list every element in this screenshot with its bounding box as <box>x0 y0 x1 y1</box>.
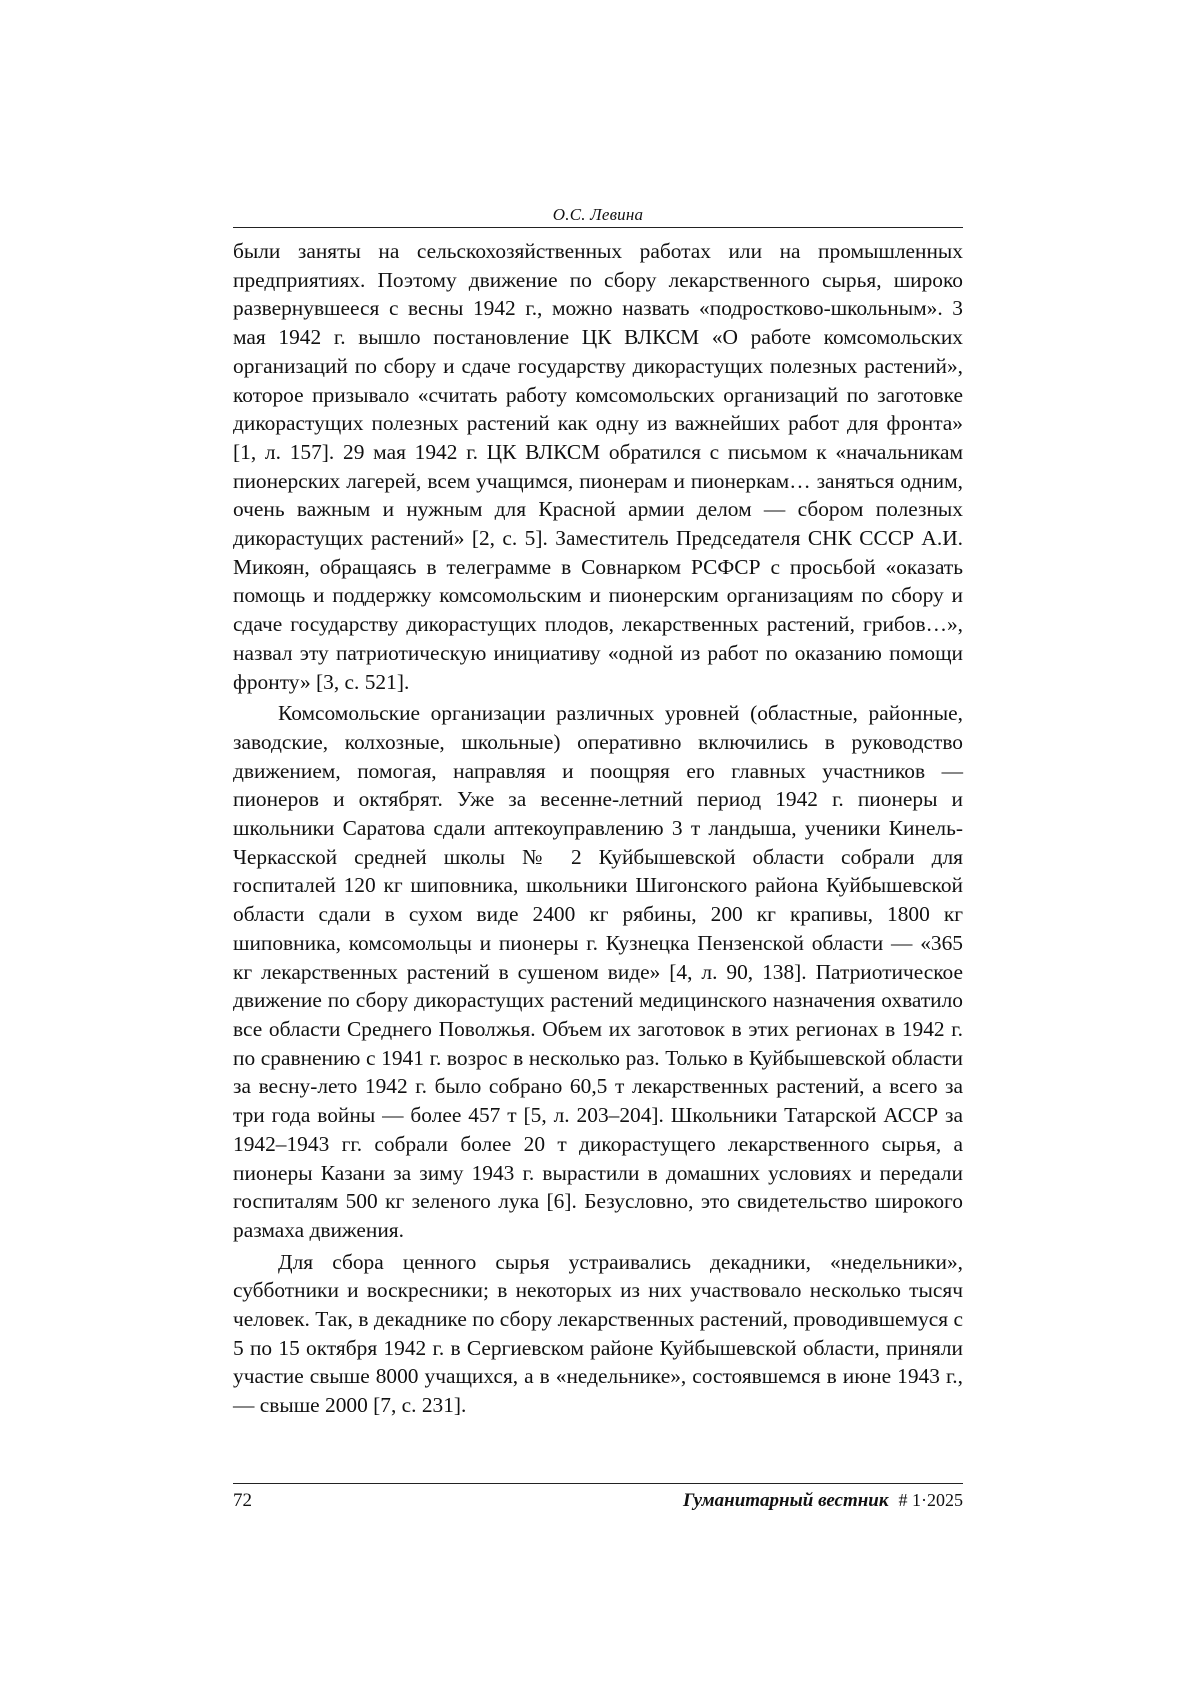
page-number: 72 <box>233 1490 252 1511</box>
paragraph-continuation: были заняты на сельскохозяйственных работах или на промышленных предприятиях. Поэтому движение по сбору лекарственного сырья, широко развернувшееся с весны 1942 г., можно назвать «подростково-школьным». 3 мая 1942 г. вышло постановление ЦК ВЛКСМ «О работе комсомольских организаций по сбору и сдаче государству дикорастущих полезных растений», которое призывало «считать работу комсомольских организаций по заготовке дикорастущих полезных растений как одну из важнейших работ для фронта» [1, л. 157]. 29 мая 1942 г. ЦК ВЛКСМ обратился с письмом к «начальникам пионерских лагерей, всем учащимся, пионерам и пионеркам… заняться одним, очень важным и нужным для Красной армии делом — сбором полезных дикорастущих растений» [2, с. 5]. Заместитель Председателя СНК СССР А.И. Микоян, обращаясь в телеграмме в Совнарком РСФСР с просьбой «оказать помощь и поддержку комсомольским и пионерским организациям по сбору и сдаче государству дикорастущих плодов, лекарственных растений, грибов…», назвал эту патриотическую инициативу «одной из работ по оказанию помощи фронту» [3, с. 521]. <box>233 239 963 694</box>
journal-issue: # 1·2025 <box>898 1490 963 1510</box>
footer-rule <box>233 1483 963 1484</box>
page-content <box>233 205 963 1420</box>
header-rule <box>233 227 963 228</box>
paragraph-dekadniki: Для сбора ценного сырья устраивались декадники, «недельники», субботники и воскресники; в некоторых из них участвовало несколько тысяч человек. Так, в декаднике по сбору лекарственных растений, проводившемуся с 5 по 15 октября 1942 г. в Сергиевском районе Куйбышевской области, приняли участие свыше 8000 учащихся, а в «недельнике», состоявшемся в июне 1943 г., — свыше 2000 [7, с. 231]. <box>233 1249 963 1418</box>
running-header-author: О.С. Левина <box>552 205 644 224</box>
journal-info <box>683 1488 963 1513</box>
page-footer <box>233 1488 963 1513</box>
journal-title: Гуманитарный вестник <box>683 1490 889 1511</box>
paragraph-komsomol-organizations: Комсомольские организации различных уровней (областные, районные, заводские, колхозные, школьные) оперативно включились в руководство движением, помогая, направляя и поощряя его главных участников — пионеров и октябрят. Уже за весенне-летний период 1942 г. пионеры и школьники Саратова сдали аптекоуправлению 3 т ландыша, ученики Кинель-Черкасской средней школы № 2 Куйбышевской области собрали для госпиталей 120 кг шиповника, школьники Шигонского района Куйбышевской области сдали в сухом виде 2400 кг рябины, 200 кг крапивы, 1800 кг шиповника, комсомольцы и пионеры г. Кузнецка Пензенской области — «365 кг лекарственных растений в сушеном виде» [4, л. 90, 138]. Патриотическое движение по сбору дикорастущих растений медицинского назначения охватило все области Среднего Поволжья. Объем их заготовок в этих регионах в 1942 г. по сравнению с 1941 г. возрос в несколько раз. Только в Куйбышевской области за весну-лето 1942 г. было собрано 60,5 т лекарственных растений, а всего за три года войны — более 457 т [5, л. 203–204]. Школьники Татарской АССР за 1942–1943 гг. собрали более 20 т дикорастущего лекарственного сырья, а пионеры Казани за зиму 1943 г. вырастили в домашних условиях и передали госпиталям 500 кг зеленого лука [6]. Безусловно, это свидетельство широкого размаха движения. <box>233 701 963 1242</box>
article-body <box>233 237 963 1420</box>
